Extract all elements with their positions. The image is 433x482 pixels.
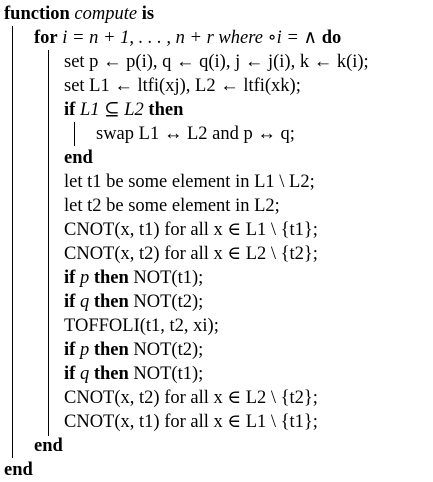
var-p: p (79, 268, 90, 288)
not-t1: NOT(t1); (133, 364, 204, 384)
function-header (4, 2, 154, 26)
line-if-p-not-t1 (64, 266, 203, 290)
function-name: compute (74, 4, 138, 24)
keyword-if: if (64, 364, 76, 384)
for-header (34, 26, 341, 50)
not-t2: NOT(t2); (133, 340, 204, 360)
var-p: p (79, 340, 90, 360)
line-set-L: set L1 ← ltfi(xj), L2 ← ltfi(xk); (64, 76, 301, 96)
for-end: end (34, 436, 63, 456)
var-q: q (79, 364, 90, 384)
line-cnot-2: CNOT(x, t2) for all x ∈ L2 \ {t2}; (64, 244, 318, 264)
line-cnot-1: CNOT(x, t1) for all x ∈ L1 \ {t1}; (64, 220, 318, 240)
keyword-where: where (218, 28, 263, 48)
line-cnot-4: CNOT(x, t1) for all x ∈ L1 \ {t1}; (64, 412, 318, 432)
not-t1: NOT(t1); (133, 268, 204, 288)
line-if-p-not-t2 (64, 338, 203, 362)
if-body-rule (74, 122, 75, 146)
keyword-then: then (93, 292, 129, 312)
line-if-q-not-t2 (64, 290, 203, 314)
line-let-t1: let t1 be some element in L1 \ L2; (64, 172, 315, 192)
line-toffoli: TOFFOLI(t1, t2, xi); (64, 316, 219, 336)
if-subset-header (64, 98, 183, 122)
keyword-do: do (321, 28, 342, 48)
line-set-pqjk: set p ← p(i), q ← q(i), j ← j(i), k ← k(i); (64, 52, 369, 72)
keyword-then: then (148, 100, 184, 120)
line-swap: swap L1 ↔ L2 and p ↔ q; (96, 124, 295, 144)
keyword-if: if (64, 292, 76, 312)
keyword-then: then (93, 268, 129, 288)
keyword-then: then (93, 364, 129, 384)
line-cnot-3: CNOT(x, t2) for all x ∈ L2 \ {t2}; (64, 388, 318, 408)
if-end: end (64, 148, 93, 168)
keyword-then: then (93, 340, 129, 360)
line-let-t2: let t2 be some element in L2; (64, 196, 280, 216)
for-range: i = n + 1, . . . , n + r (62, 28, 214, 48)
var-q: q (79, 292, 90, 312)
line-if-q-not-t1 (64, 362, 203, 386)
keyword-if: if (64, 268, 76, 288)
keyword-is: is (141, 4, 155, 24)
not-t2: NOT(t2); (133, 292, 204, 312)
for-body-rule (48, 50, 49, 436)
keyword-function: function (4, 4, 70, 24)
keyword-if: if (64, 340, 76, 360)
function-body-rule (12, 26, 13, 458)
function-end: end (4, 460, 33, 480)
for-condition: ∘i = ∧ (267, 28, 318, 48)
keyword-for: for (34, 28, 58, 48)
if-subset-condition: L1 ⊆ L2 (79, 100, 144, 120)
keyword-if: if (64, 100, 76, 120)
